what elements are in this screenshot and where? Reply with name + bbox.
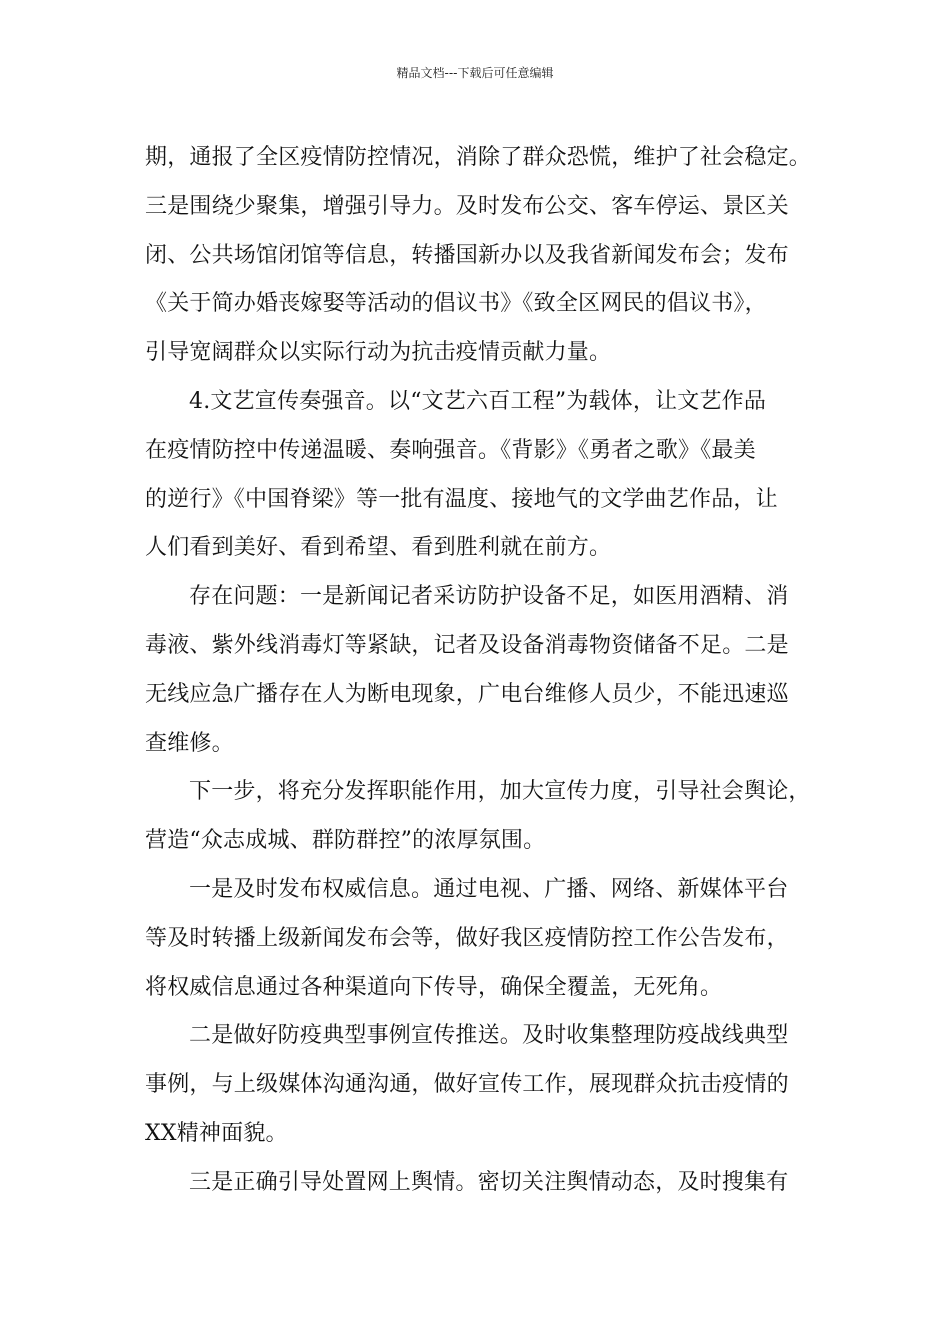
text-line: 在疫情防控中传递温暖、奏响强音。《背影》《勇者之歌》《最美 [145,437,756,463]
paragraph-authoritative-info [145,866,807,1012]
text-line: 营造“众志成城、群防群控”的浓厚氛围。 [145,828,546,854]
text-line: 等及时转播上级新闻发布会等，做好我区疫情防控工作公告发布， [145,925,789,951]
text-line: 一是及时发布权威信息。通过电视、广播、网络、新媒体平台 [189,876,789,902]
paragraph-typical-cases [145,1012,807,1158]
text-line: 存在问题：一是新闻记者采访防护设备不足，如医用酒精、消 [189,584,789,610]
text-line: 二是做好防疫典型事例宣传推送。及时收集整理防疫战线典型 [189,1023,789,1049]
text-line: 三是正确引导处置网上舆情。密切关注舆情动态，及时搜集有 [189,1169,789,1195]
paragraph-next-steps [145,768,811,866]
text-line: 无线应急广播存在人为断电现象，广电台维修人员少，不能迅速巡 [145,681,789,707]
text-line: 引导宽阔群众以实际行动为抗击疫情贡献力量。 [145,340,612,366]
text-line: 查维修。 [145,730,234,756]
text-line: 4.文艺宣传奏强音。以“文艺六百工程”为载体，让文艺作品 [189,388,767,414]
text-line: XX精神面貌。 [145,1120,288,1146]
paragraph-existing-problems [145,573,807,768]
text-line: 期，通报了全区疫情防控情况，消除了群众恐慌，维护了社会稳定。 [145,145,812,170]
text-line: 毒液、紫外线消毒灯等紧缺，记者及设备消毒物资储备不足。二是 [145,632,789,658]
text-line: 事例，与上级媒体沟通沟通，做好宣传工作，展现群众抗击疫情的 [145,1072,789,1098]
document-body [145,134,812,1208]
text-line: 人们看到美好、看到希望、看到胜利就在前方。 [145,535,612,561]
paragraph-arts-publicity [145,378,807,573]
text-line: 下一步，将充分发挥职能作用，加大宣传力度，引导社会舆论， [189,779,811,805]
paragraph-continuation [145,134,812,378]
text-line: 三是围绕少聚集，增强引导力。及时发布公交、客车停运、景区关 [145,193,789,219]
text-line: 的逆行》《中国脊梁》等一批有温度、接地气的文学曲艺作品，让 [145,486,778,512]
text-line: 《关于简办婚丧嫁娶等活动的倡议书》《致全区网民的倡议书》， [145,291,767,317]
text-line: 将权威信息通过各种渠道向下传导，确保全覆盖，无死角。 [145,974,723,1000]
page-header: 精品文档---下载后可任意编辑 [396,66,554,80]
text-line: 闭、公共场馆闭馆等信息，转播国新办以及我省新闻发布会；发布 [145,242,789,268]
paragraph-online-opinion [145,1159,807,1208]
